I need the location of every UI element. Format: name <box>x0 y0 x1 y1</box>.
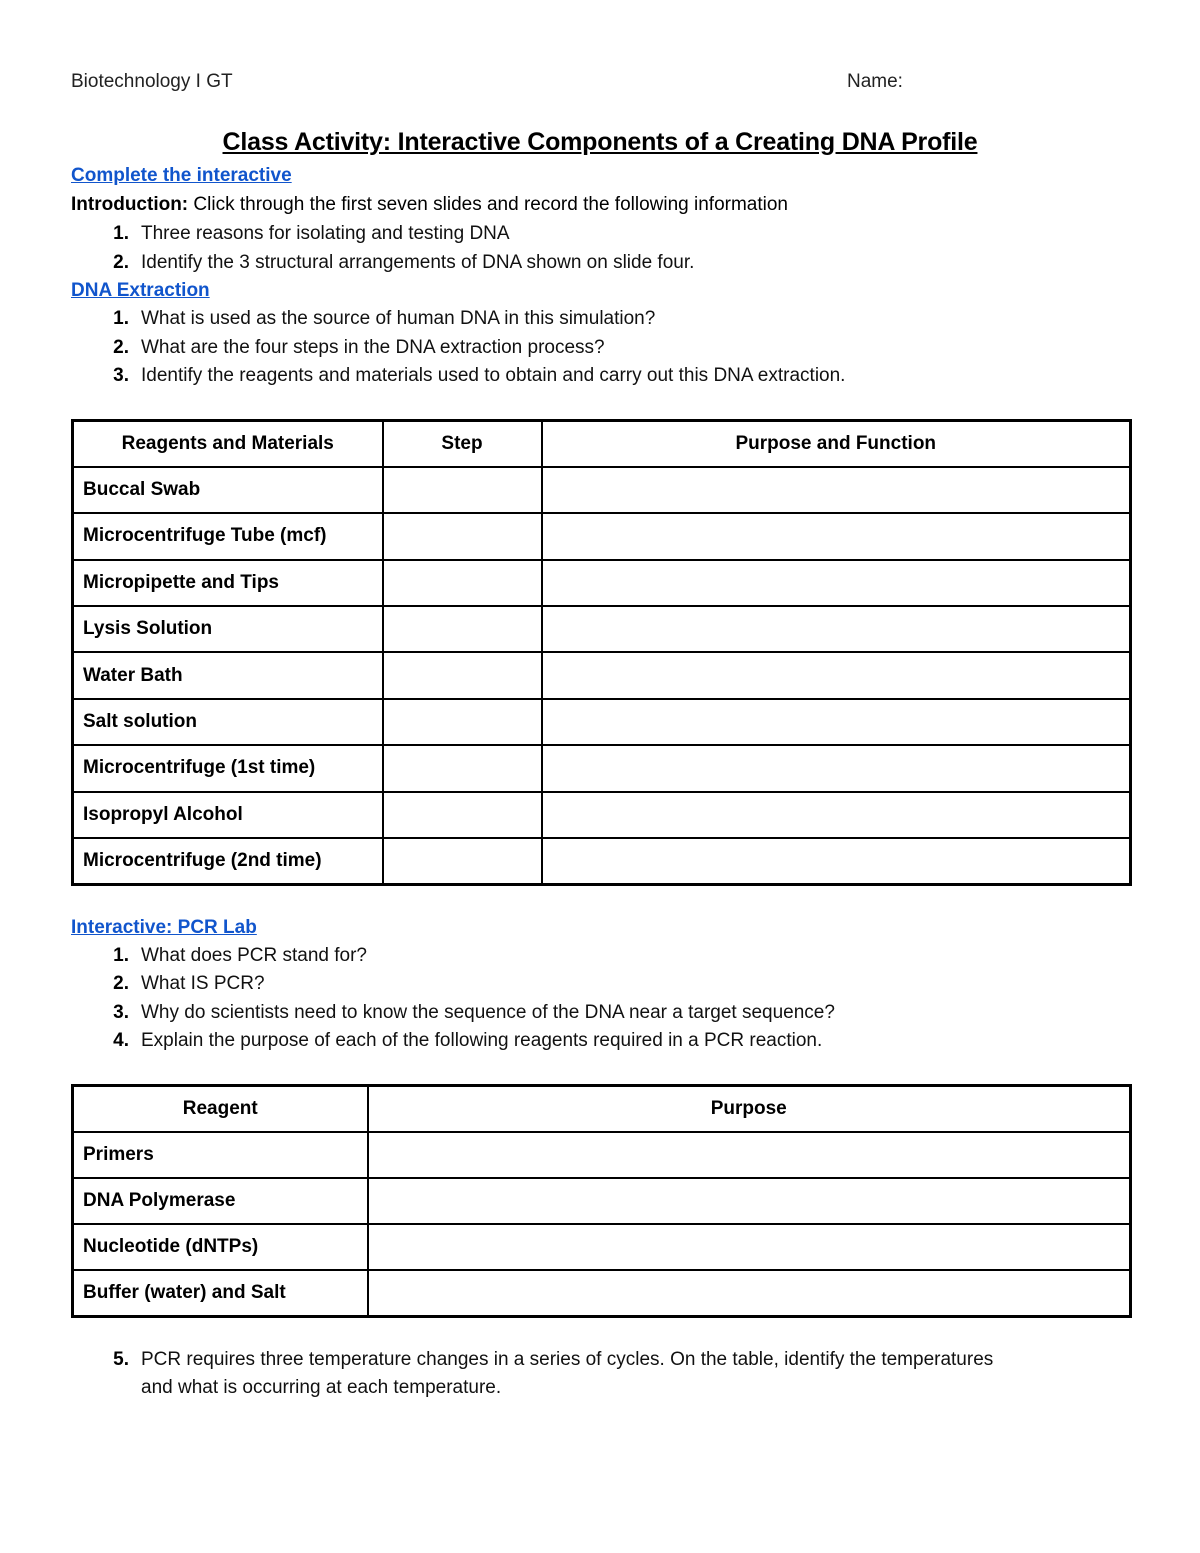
list-number: 2. <box>113 337 129 358</box>
list-number: 1. <box>113 945 129 966</box>
list-text: Explain the purpose of each of the following reagents required in a PCR reaction. <box>141 1030 823 1051</box>
table-row <box>73 838 1131 884</box>
intro-text: Click through the first seven slides and record the following information <box>188 194 788 215</box>
table-row <box>73 1270 1131 1316</box>
page-title: Class Activity: Interactive Components of a Creating DNA Profile <box>222 128 978 156</box>
list-text: What does PCR stand for? <box>141 945 367 966</box>
list-number: 1. <box>113 308 129 329</box>
purpose-cell[interactable] <box>542 560 1131 606</box>
purpose-cell[interactable] <box>542 745 1131 791</box>
table-row <box>73 560 1131 606</box>
row-label: Lysis Solution <box>73 606 383 652</box>
dna-extraction-link[interactable]: DNA Extraction <box>71 280 210 301</box>
table-row <box>73 467 1131 513</box>
complete-interactive-link[interactable]: Complete the interactive <box>71 165 292 186</box>
step-cell[interactable] <box>383 513 542 559</box>
pcr-reagent-table <box>71 1084 1132 1318</box>
extraction-table <box>71 419 1132 886</box>
row-label: Water Bath <box>73 652 383 698</box>
list-number: 2. <box>113 252 129 273</box>
row-label: Buffer (water) and Salt <box>73 1270 368 1316</box>
question5-line2: and what is occurring at each temperature. <box>141 1377 502 1398</box>
header-purpose: Purpose <box>368 1086 1131 1132</box>
step-cell[interactable] <box>383 652 542 698</box>
list-number: 1. <box>113 223 129 244</box>
purpose-cell[interactable] <box>368 1178 1131 1224</box>
course-label: Biotechnology I GT <box>71 71 233 92</box>
list-text: What are the four steps in the DNA extraction process? <box>141 337 605 358</box>
row-label: Microcentrifuge Tube (mcf) <box>73 513 383 559</box>
step-cell[interactable] <box>383 792 542 838</box>
step-cell[interactable] <box>383 606 542 652</box>
purpose-cell[interactable] <box>542 606 1131 652</box>
row-label: Nucleotide (dNTPs) <box>73 1224 368 1270</box>
pcr-lab-link[interactable]: Interactive: PCR Lab <box>71 917 257 938</box>
header-reagent: Reagent <box>73 1086 368 1132</box>
list-text: What is used as the source of human DNA in this simulation? <box>141 308 656 329</box>
row-label: Micropipette and Tips <box>73 560 383 606</box>
step-cell[interactable] <box>383 560 542 606</box>
table-header-row <box>73 1086 1131 1132</box>
list-text: Identify the 3 structural arrangements of DNA shown on slide four. <box>141 252 695 273</box>
row-label: Microcentrifuge (1st time) <box>73 745 383 791</box>
question5-line1: PCR requires three temperature changes in a series of cycles. On the table, identify the temperatures <box>141 1349 994 1370</box>
row-label: Buccal Swab <box>73 467 383 513</box>
purpose-cell[interactable] <box>542 838 1131 884</box>
purpose-cell[interactable] <box>542 699 1131 745</box>
table-row <box>73 1224 1131 1270</box>
row-label: DNA Polymerase <box>73 1178 368 1224</box>
intro-label: Introduction: <box>71 194 189 215</box>
table-row <box>73 1132 1131 1178</box>
name-label: Name: <box>847 71 903 92</box>
step-cell[interactable] <box>383 467 542 513</box>
table-row <box>73 1178 1131 1224</box>
table-row <box>73 792 1131 838</box>
purpose-cell[interactable] <box>368 1224 1131 1270</box>
table-row <box>73 745 1131 791</box>
purpose-cell[interactable] <box>368 1132 1131 1178</box>
header-step: Step <box>383 421 542 467</box>
list-text: Identify the reagents and materials used to obtain and carry out this DNA extraction. <box>141 365 846 386</box>
table-row <box>73 513 1131 559</box>
purpose-cell[interactable] <box>542 467 1131 513</box>
step-cell[interactable] <box>383 838 542 884</box>
table-header-row <box>73 421 1131 467</box>
list-number: 4. <box>113 1030 129 1051</box>
header-reagents: Reagents and Materials <box>73 421 383 467</box>
row-label: Isopropyl Alcohol <box>73 792 383 838</box>
table-row <box>73 652 1131 698</box>
list-text: Three reasons for isolating and testing DNA <box>141 223 510 244</box>
step-cell[interactable] <box>383 699 542 745</box>
intro-line <box>71 194 788 216</box>
list-number: 5. <box>113 1349 129 1370</box>
list-number: 3. <box>113 1002 129 1023</box>
purpose-cell[interactable] <box>542 792 1131 838</box>
row-label: Salt solution <box>73 699 383 745</box>
header-purpose: Purpose and Function <box>542 421 1131 467</box>
table-row <box>73 699 1131 745</box>
table-row <box>73 606 1131 652</box>
row-label: Microcentrifuge (2nd time) <box>73 838 383 884</box>
list-text: Why do scientists need to know the sequence of the DNA near a target sequence? <box>141 1002 835 1023</box>
row-label: Primers <box>73 1132 368 1178</box>
list-number: 2. <box>113 973 129 994</box>
step-cell[interactable] <box>383 745 542 791</box>
purpose-cell[interactable] <box>368 1270 1131 1316</box>
list-text: What IS PCR? <box>141 973 265 994</box>
purpose-cell[interactable] <box>542 652 1131 698</box>
list-number: 3. <box>113 365 129 386</box>
purpose-cell[interactable] <box>542 513 1131 559</box>
